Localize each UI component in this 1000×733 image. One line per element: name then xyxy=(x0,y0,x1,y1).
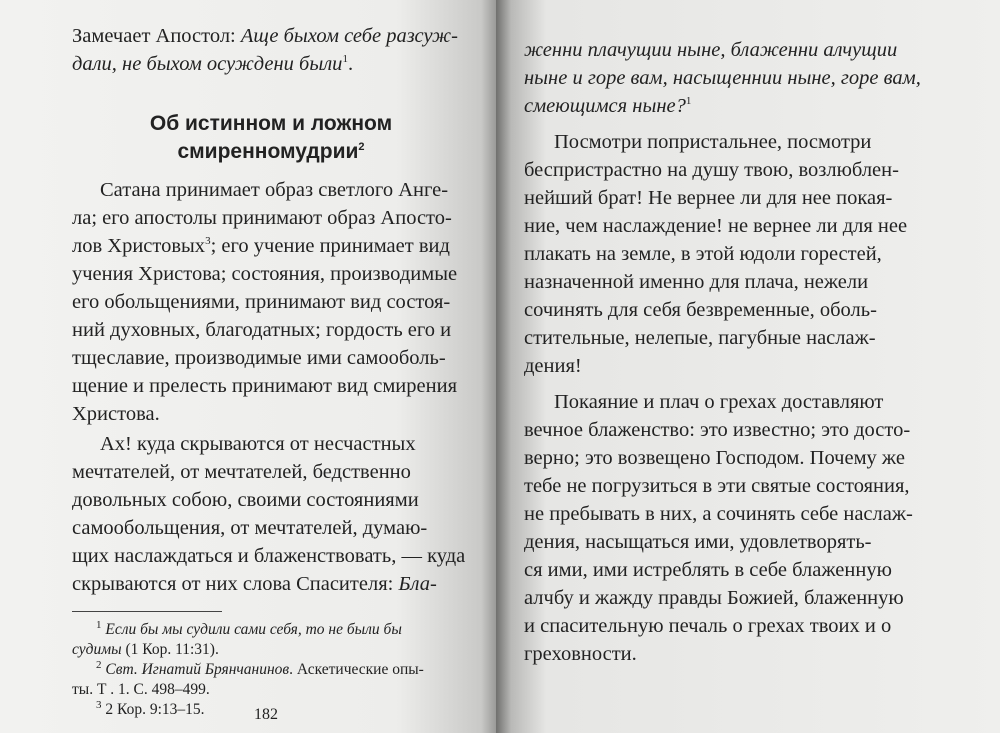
para1-line: его обольщениями, принимают вид состоя- xyxy=(72,291,451,313)
para2-line: щих наслаждаться и блаженствовать, — куда xyxy=(72,545,466,567)
r-para1-line: сочинять для себя безвременные, оболь- xyxy=(524,299,877,321)
r-para2-line: не пребывать в них, а сочинять себе наслаж- xyxy=(524,503,913,525)
r-para2-line: алчбу и жажду правды Божией, блаженную xyxy=(524,587,904,609)
r-para2-line: и спасительную печаль о грехах твоих и о xyxy=(524,615,892,637)
para1-line: лов Христовых$^3$; его учение принимает вид xyxy=(72,235,450,257)
top-line-1: женни плачущии ныне, блаженни алчущии xyxy=(524,39,898,61)
intro-line-2: дали, не быхом осуждени были$^1$. xyxy=(72,53,354,75)
section-heading-line-2: смиренномудрии$^2$ xyxy=(177,140,365,163)
para2-line: мечтателей, от мечтателей, бедственно xyxy=(72,461,411,483)
r-para1-line: назначенной именно для плача, нежели xyxy=(524,271,869,293)
footnote-rule xyxy=(72,611,222,612)
r-para2-line: вечное блаженство: это известно; это досто- xyxy=(524,419,911,441)
r-para1-line: стительные, нелепые, пагубные наслаж- xyxy=(524,327,876,349)
para1-line: Христова. xyxy=(72,403,160,425)
para1-line: щение и прелесть принимают вид смирения xyxy=(72,375,457,397)
r-para2-line: греховности. xyxy=(524,643,637,665)
para1-line: ла; его апостолы принимают образ Апосто- xyxy=(72,207,452,229)
r-para2-line: ся ими, ими истреблять в себе блаженную xyxy=(524,559,892,581)
r-para1-line: плакать на земле, в этой юдоли горестей, xyxy=(524,243,882,265)
footnote-3: $^3$ 2 Кор. 9:13–15. xyxy=(96,698,205,718)
r-para2-line: верно; это возвещено Господом. Почему же xyxy=(524,447,905,469)
para2-line: довольных собою, своими состояниями xyxy=(72,489,419,511)
top-line-3: смеющимся ныне?$^1$ xyxy=(524,95,692,117)
r-para2-line: Покаяние и плач о грехах доставляют xyxy=(554,391,884,413)
para2-line: Ах! куда скрываются от несчастных xyxy=(100,433,416,455)
left-page xyxy=(0,0,496,733)
footnote-2: $^2$ Свт. Игнатий Брянчанинов. Аскетические опы- xyxy=(96,658,424,678)
page-number-left: 182 xyxy=(254,706,278,723)
r-para2-line: тебе не погрузиться в эти святые состояния, xyxy=(524,475,910,497)
r-para1-line: Посмотри попристальнее, посмотри xyxy=(554,131,872,153)
footnote-1-cont: судимы (1 Кор. 11:31). xyxy=(72,641,219,658)
para1-line: тщеславие, производимые ими самооболь- xyxy=(72,347,446,369)
r-para1-line: беспристрастно на душу твою, возлюблен- xyxy=(524,159,899,181)
para2-line: скрываются от них слова Спасителя: Бла- xyxy=(72,573,437,595)
footnote-2-cont: ты. Т . 1. С. 498–499. xyxy=(72,681,210,698)
para1-line: учения Христова; состояния, производимые xyxy=(72,263,458,285)
para1-line: Сатана принимает образ светлого Анге- xyxy=(100,179,449,201)
r-para1-line: дения! xyxy=(524,355,582,377)
section-heading-line-1: Об истинном и ложном xyxy=(149,112,393,135)
top-line-2: ныне и горе вам, насыщеннии ныне, горе вам, xyxy=(524,67,921,89)
para2-line: самообольщения, от мечтателей, думаю- xyxy=(72,517,428,539)
r-para1-line: нейший брат! Не вернее ли для нее покая- xyxy=(524,187,893,209)
r-para1-line: ние, чем наслаждение! не вернее ли для нее xyxy=(524,215,908,237)
para1-line: ний духовных, благодатных; гордость его и xyxy=(72,319,452,341)
r-para2-line: дения, насыщаться ими, удовлетворять- xyxy=(524,531,872,553)
footnote-1: $^1$ Если бы мы судили сами себя, то не были бы xyxy=(96,618,402,638)
intro-line-1: Замечает Апостол: Аще быхом себе разсуж- xyxy=(72,25,458,47)
right-page xyxy=(496,0,1000,733)
